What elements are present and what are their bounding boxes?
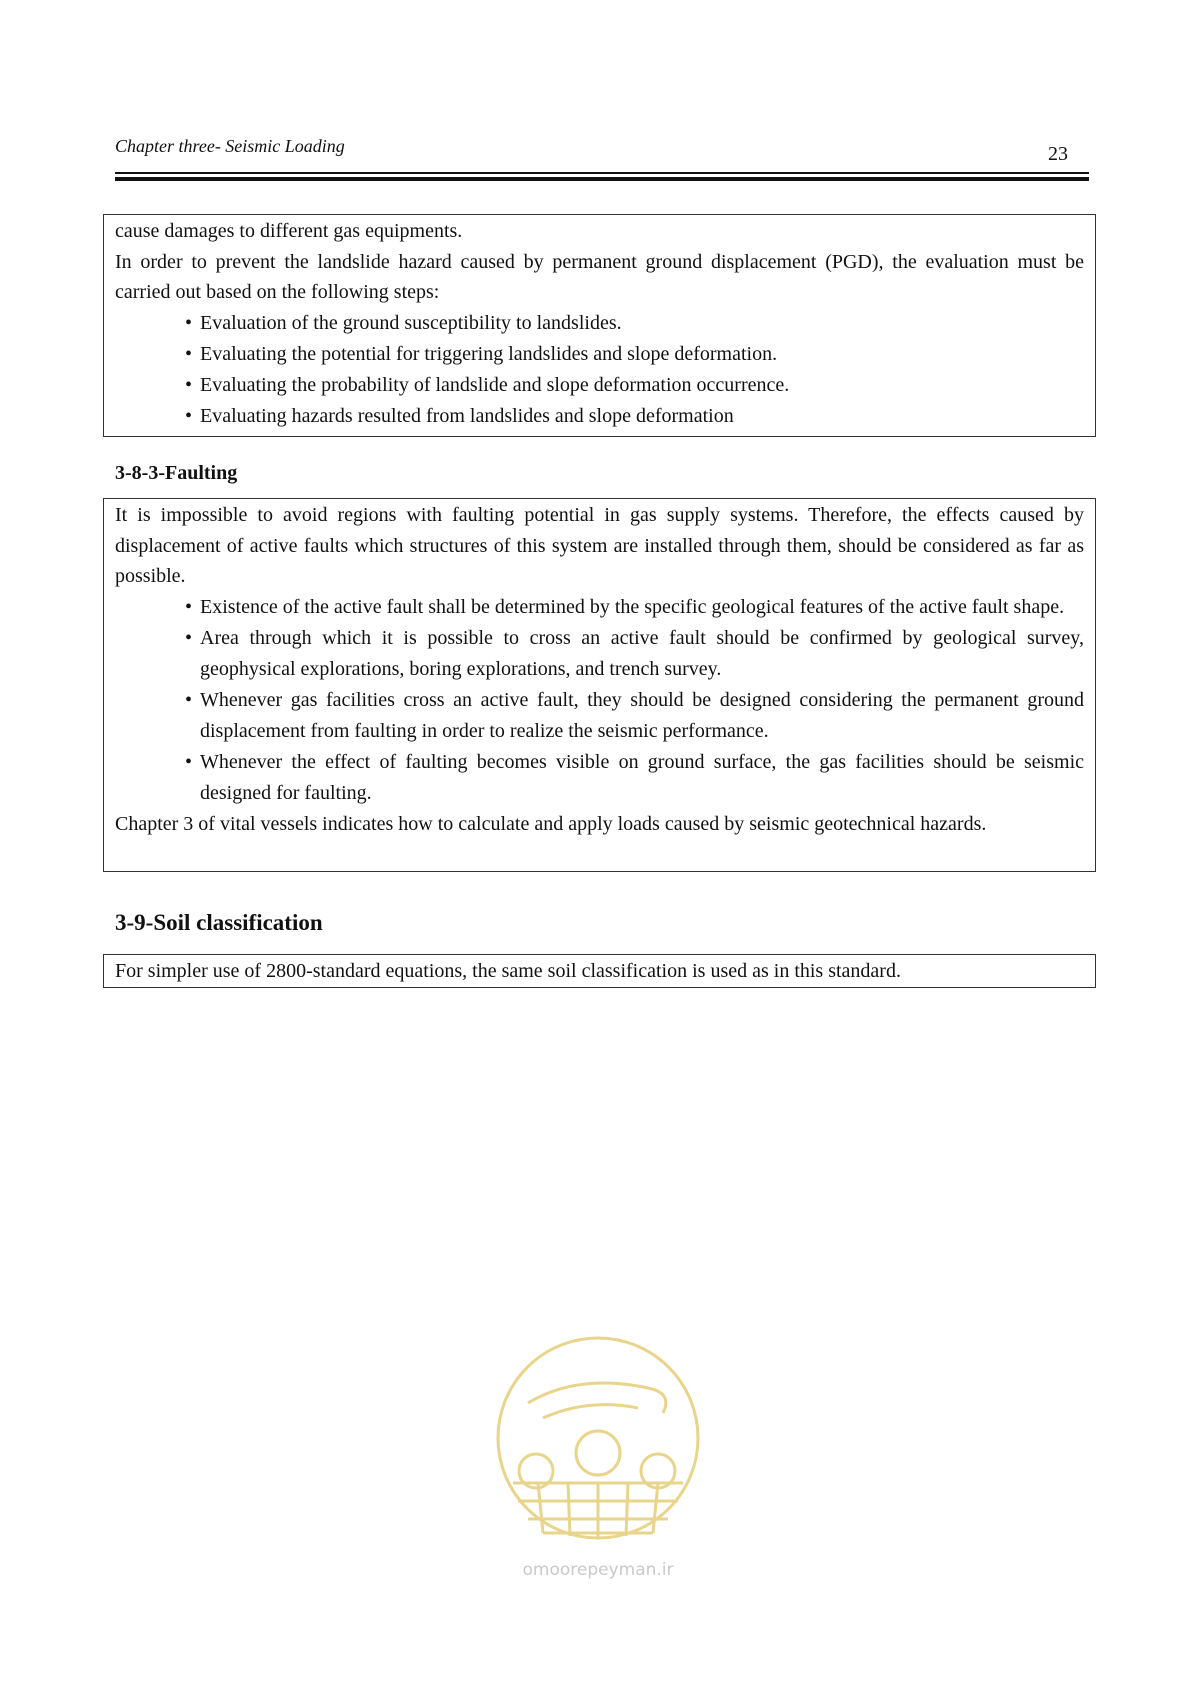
faulting-box — [103, 498, 1096, 872]
bullet-icon: • — [185, 750, 193, 773]
list-item: • Evaluating hazards resulted from landslides and slope deformation — [115, 401, 1084, 432]
running-header-title: Chapter three- Seismic Loading — [115, 136, 345, 156]
landslide-line: cause damages to different gas equipments. — [115, 220, 463, 242]
soil-heading: 3-9-Soil classification — [115, 910, 323, 935]
landslide-steps-list — [115, 308, 1084, 432]
header-rule-thick — [115, 177, 1089, 181]
faulting-heading: 3-8-3-Faulting — [115, 462, 238, 484]
bullet-icon: • — [185, 595, 193, 618]
watermark-site-text: omoorepeyman.ir — [522, 1560, 674, 1580]
bullet-icon: • — [185, 311, 193, 334]
bullet-icon: • — [185, 342, 193, 365]
bullet-icon: • — [185, 404, 193, 427]
faulting-list — [115, 592, 1084, 809]
gear-icon — [576, 1431, 620, 1475]
list-item: • Area through which it is possible to cross an active fault should be confirmed by geological survey, geophysical explorations, boring explorations, and trench survey. — [115, 623, 1084, 685]
soil-box — [103, 954, 1096, 988]
list-item: • Whenever gas facilities cross an active fault, they should be designed considering the permanent ground displacement from faulting in order to realize the seismic performance. — [115, 685, 1084, 747]
header-rule-thin — [115, 172, 1089, 174]
list-item: • Evaluating the potential for triggering landslides and slope deformation. — [115, 339, 1084, 370]
list-item: • Existence of the active fault shall be determined by the specific geological features of the active fault shape. — [115, 592, 1084, 623]
bullet-icon: • — [185, 626, 193, 649]
landslide-paragraph: In order to prevent the landslide hazard caused by permanent ground displacement (PGD), the evaluation must be carried out based on the following steps: — [115, 250, 1084, 303]
soil-paragraph: For simpler use of 2800-standard equations, the same soil classification is used as in this standard. — [115, 960, 901, 982]
bullet-icon: • — [185, 688, 193, 711]
page-number: 23 — [1048, 143, 1068, 165]
landslide-box — [103, 214, 1096, 437]
bullet-icon: • — [185, 373, 193, 396]
faulting-paragraph: It is impossible to avoid regions with faulting potential in gas supply systems. Therefore, the effects caused by displacement of active faults which structures of this system are installed through them, should be considered as far as possible. — [115, 504, 1084, 587]
list-item: • Whenever the effect of faulting becomes visible on ground surface, the gas facilities should be seismic designed for faulting. — [115, 747, 1084, 809]
list-item: • Evaluating the probability of landslide and slope deformation occurrence. — [115, 370, 1084, 401]
list-item: • Evaluation of the ground susceptibility to landslides. — [115, 308, 1084, 339]
watermark-script — [528, 1383, 666, 1413]
watermark-logo — [488, 1333, 708, 1593]
faulting-closing: Chapter 3 of vital vessels indicates how to calculate and apply loads caused by seismic geotechnical hazards. — [115, 812, 987, 835]
